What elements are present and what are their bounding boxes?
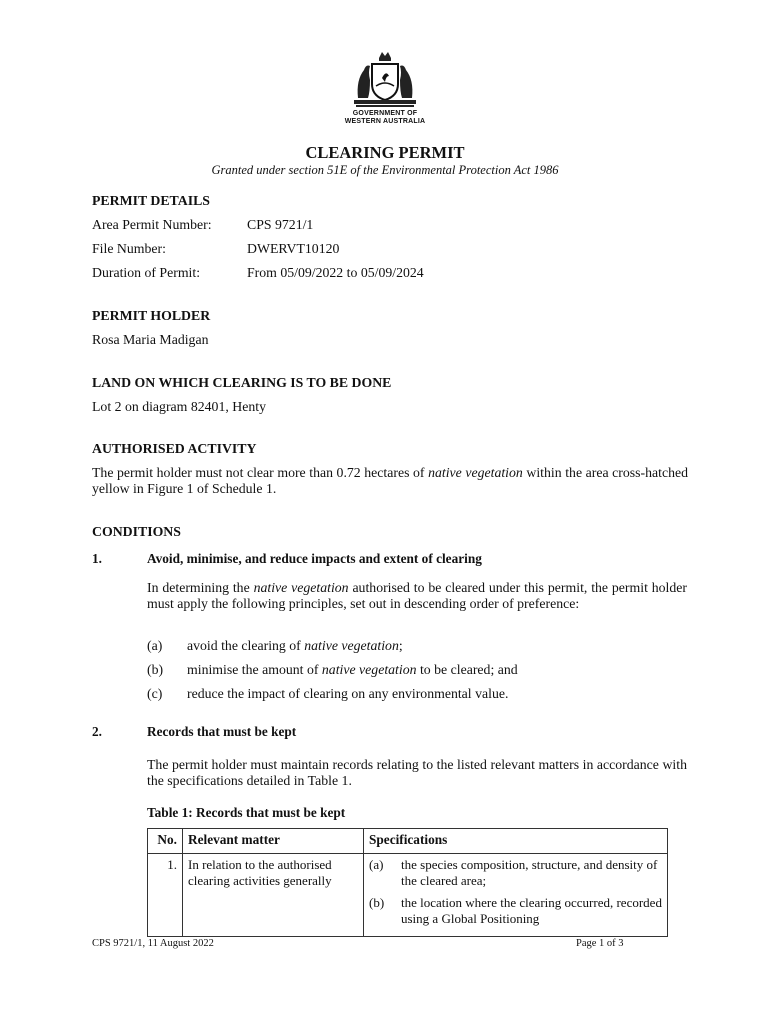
- footer-document-ref: CPS 9721/1, 11 August 2022: [92, 938, 214, 949]
- header-relevant-matter: Relevant matter: [183, 829, 364, 854]
- permit-details-heading: PERMIT DETAILS: [92, 193, 210, 208]
- condition-1-item-b: minimise the amount of native vegetation to be cleared; and: [187, 662, 518, 677]
- activity-heading: AUTHORISED ACTIVITY: [92, 441, 257, 456]
- table-1-caption: Table 1: Records that must be kept: [147, 805, 346, 820]
- crest-line-2: WESTERN AUSTRALIA: [344, 118, 426, 125]
- land-heading: LAND ON WHICH CLEARING IS TO BE DONE: [92, 375, 392, 390]
- activity-text: The permit holder must not clear more than 0.72 hectares of native vegetation within the area cross-hatched yellow in Figure 1 of Schedule 1.: [92, 465, 689, 496]
- permit-number-value: CPS 9721/1: [247, 217, 314, 232]
- page-title: CLEARING PERMIT: [305, 143, 465, 162]
- file-number-value: DWERVT10120: [247, 241, 340, 256]
- file-number-label: File Number:: [92, 241, 166, 256]
- footer-page-number: Page 1 of 3: [576, 938, 624, 949]
- condition-2-number: 2.: [92, 724, 102, 739]
- permit-number-label: Area Permit Number:: [92, 217, 212, 232]
- spec-item: (a) the species composition, structure, and density of the cleared area;: [369, 857, 658, 888]
- condition-1-number: 1.: [92, 551, 102, 566]
- condition-1-item-b-num: (b): [147, 662, 164, 677]
- condition-2-title: Records that must be kept: [147, 724, 297, 739]
- row-1-matter: In relation to the authorised clearing activities generally: [183, 854, 364, 937]
- crest-line-1: GOVERNMENT OF: [352, 110, 418, 117]
- duration-value: From 05/09/2022 to 05/09/2024: [247, 265, 424, 280]
- condition-1-item-a-num: (a): [147, 638, 163, 653]
- duration-label: Duration of Permit:: [92, 265, 201, 280]
- table-header-row: [148, 829, 668, 854]
- header-no: No.: [148, 829, 183, 854]
- page-subtitle: Granted under section 51E of the Environmental Protection Act 1986: [211, 163, 559, 177]
- condition-1-intro: In determining the native vegetation authorised to be cleared under this permit, the permit holder must apply the following principles, set out in descending order of preference:: [147, 580, 688, 611]
- spec-item: (b) the location where the clearing occurred, recorded using a Global Positioning: [369, 895, 662, 926]
- condition-1-item-c: reduce the impact of clearing on any environmental value.: [187, 686, 509, 701]
- coat-of-arms-icon: [352, 50, 418, 110]
- records-table: [147, 828, 668, 937]
- header-specifications: Specifications: [364, 829, 668, 854]
- land-description: Lot 2 on diagram 82401, Henty: [92, 399, 266, 414]
- condition-1-item-a: avoid the clearing of native vegetation;: [187, 638, 403, 653]
- government-crest: [340, 50, 430, 132]
- conditions-heading: CONDITIONS: [92, 524, 181, 539]
- permit-holder-name: Rosa Maria Madigan: [92, 332, 209, 347]
- table-row: [148, 854, 668, 937]
- row-1-no: 1.: [148, 854, 183, 937]
- condition-2-intro: The permit holder must maintain records relating to the listed relevant matters in accordance with the specifications detailed in Table 1.: [147, 757, 687, 788]
- condition-1-item-c-num: (c): [147, 686, 163, 701]
- permit-holder-heading: PERMIT HOLDER: [92, 308, 211, 323]
- condition-1-title: Avoid, minimise, and reduce impacts and extent of clearing: [147, 551, 482, 566]
- row-1-specifications: [364, 854, 668, 937]
